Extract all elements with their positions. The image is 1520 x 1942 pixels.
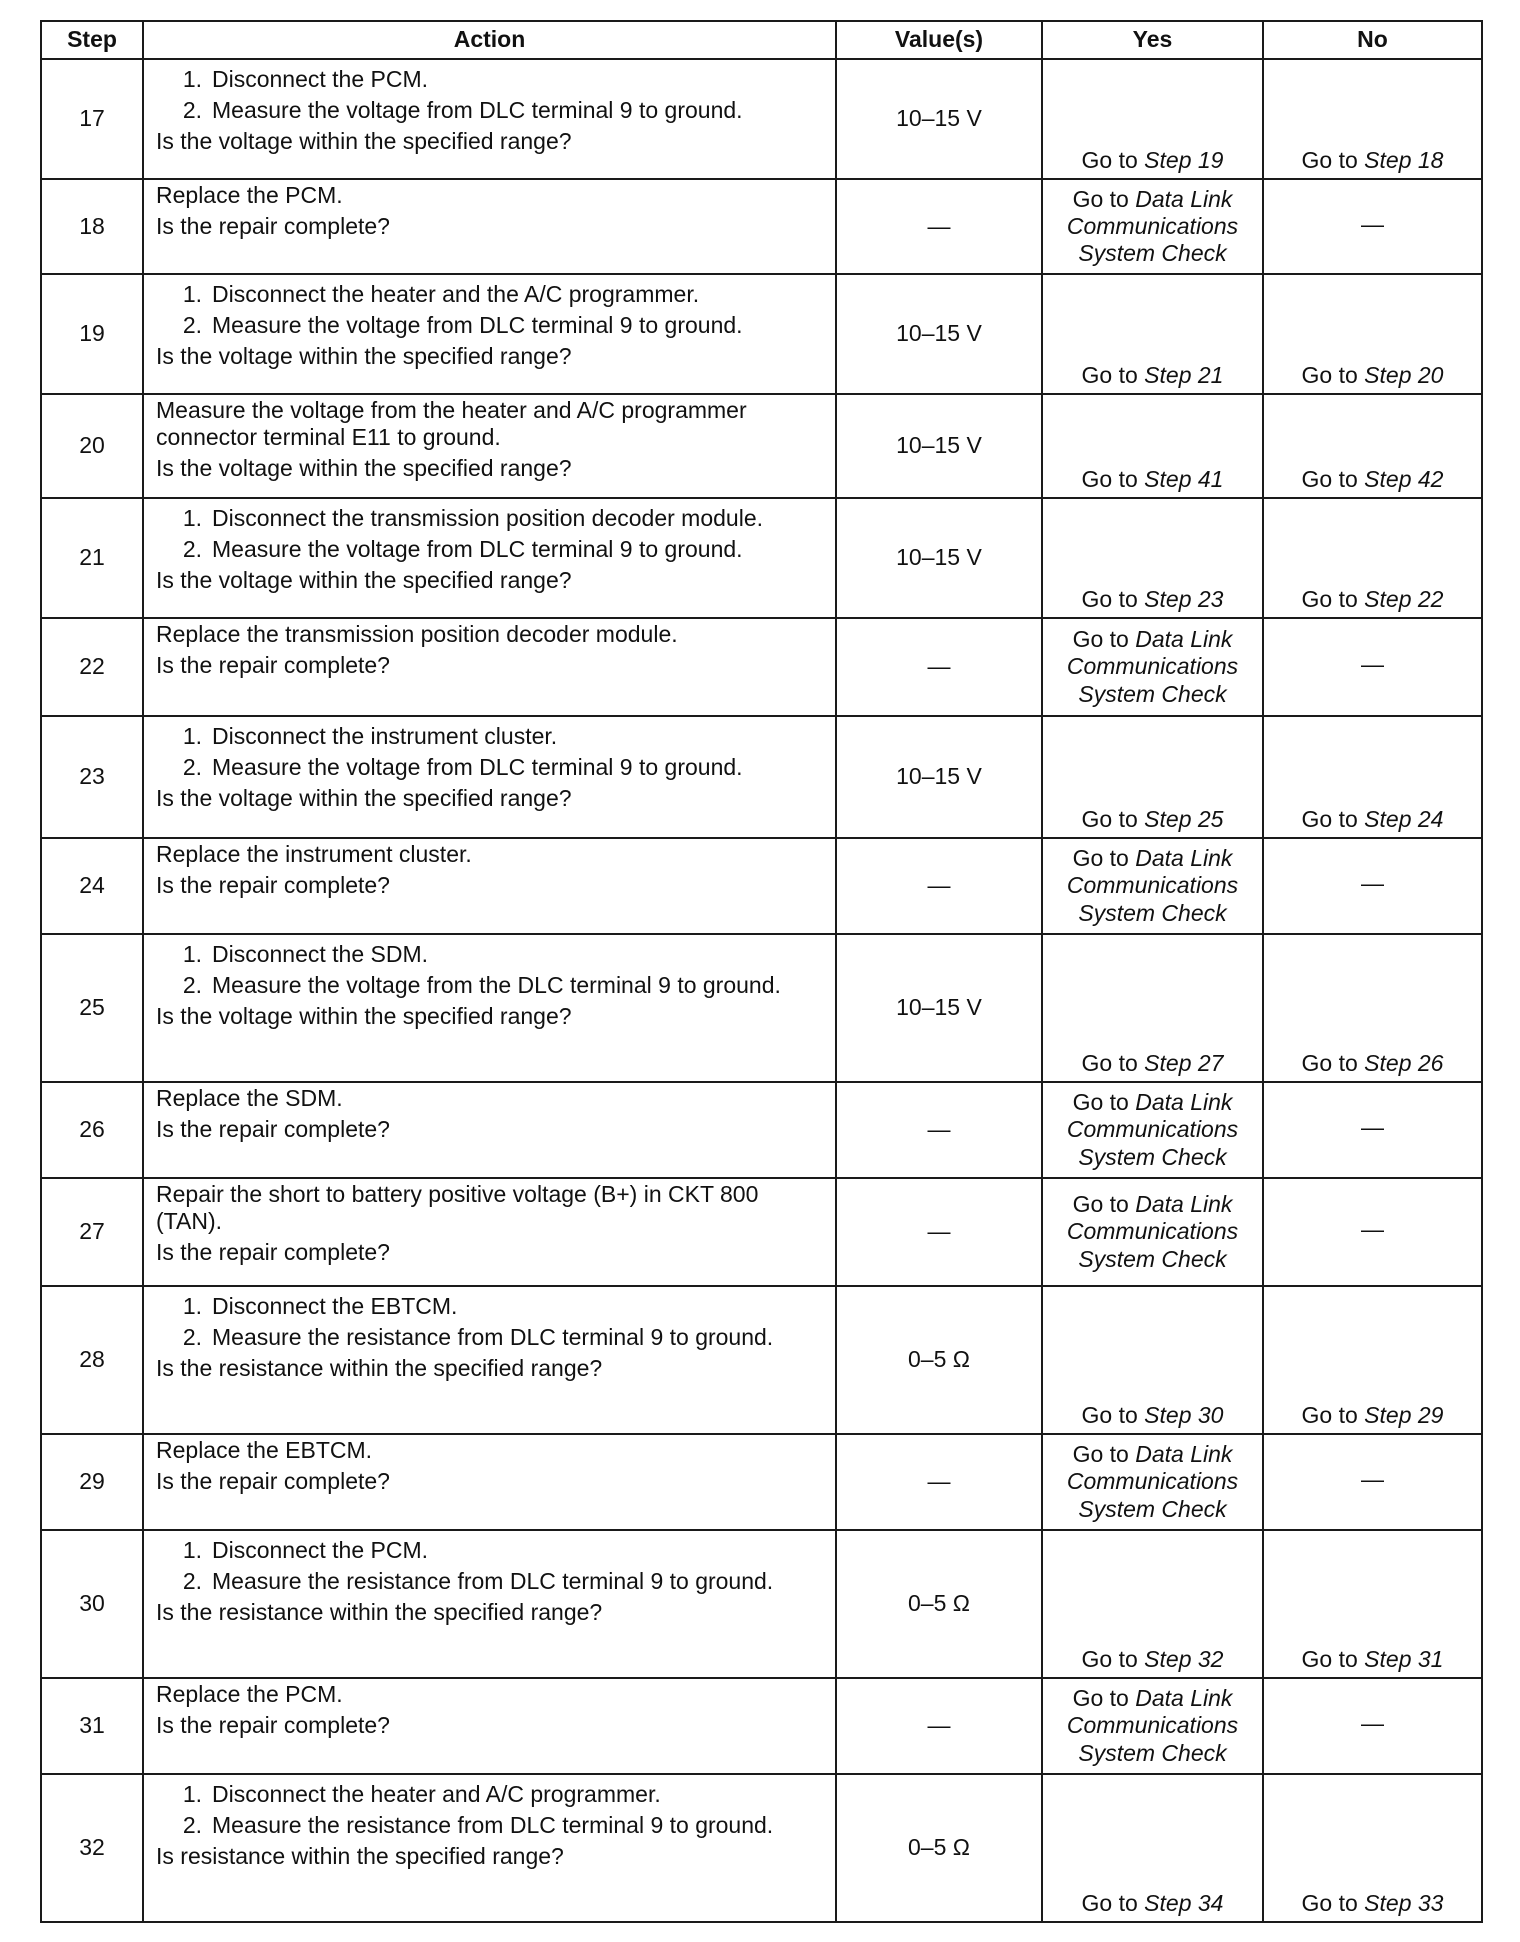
no-cell: — bbox=[1263, 1434, 1482, 1530]
yes-cell bbox=[1042, 1530, 1263, 1678]
substep-item bbox=[156, 972, 825, 999]
value-cell: — bbox=[836, 179, 1042, 274]
no-target-step: Step 33 bbox=[1364, 1889, 1444, 1916]
no-cell: — bbox=[1263, 618, 1482, 716]
dlc-link-italic: Data Link bbox=[1135, 1089, 1233, 1116]
substep-number: 2. bbox=[182, 754, 202, 781]
substep-list bbox=[156, 1537, 825, 1595]
value-cell: — bbox=[836, 1178, 1042, 1286]
goto-prefix: Go to bbox=[1301, 146, 1358, 173]
dlc-link-line1 bbox=[1047, 845, 1258, 872]
dlc-link-line3: System Check bbox=[1078, 1495, 1227, 1522]
goto-prefix: Go to bbox=[1072, 1685, 1129, 1712]
step-number: 28 bbox=[41, 1286, 143, 1434]
step-number: 17 bbox=[41, 59, 143, 179]
no-cell bbox=[1263, 274, 1482, 394]
no-cell bbox=[1263, 1530, 1482, 1678]
substep-item bbox=[156, 723, 825, 750]
action-question: Is resistance within the specified range? bbox=[156, 1843, 564, 1870]
action-cell bbox=[143, 716, 836, 838]
step-number: 22 bbox=[41, 618, 143, 716]
header-action: Action bbox=[143, 21, 836, 59]
dlc-link-line1 bbox=[1047, 1441, 1258, 1468]
step-number: 21 bbox=[41, 498, 143, 618]
goto-prefix: Go to bbox=[1301, 1889, 1358, 1916]
dlc-link-italic: Data Link bbox=[1135, 845, 1233, 872]
table-row bbox=[41, 498, 1482, 618]
dlc-link-line3: System Check bbox=[1078, 1739, 1227, 1766]
step-number: 25 bbox=[41, 934, 143, 1082]
value-cell: 10–15 V bbox=[836, 59, 1042, 179]
yes-cell bbox=[1042, 1434, 1263, 1530]
yes-target-step: Step 27 bbox=[1144, 1049, 1224, 1076]
substep-text: Measure the resistance from DLC terminal 9 to ground. bbox=[212, 1568, 774, 1595]
dlc-link-line3: System Check bbox=[1078, 240, 1227, 267]
table-row bbox=[41, 1774, 1482, 1922]
substep-number: 1. bbox=[182, 723, 202, 749]
no-target-step: Step 31 bbox=[1364, 1645, 1444, 1672]
yes-cell bbox=[1042, 716, 1263, 838]
table-row bbox=[41, 59, 1482, 179]
goto-prefix: Go to bbox=[1081, 1401, 1138, 1428]
substep-number: 2. bbox=[182, 536, 202, 563]
substep-item bbox=[156, 536, 825, 563]
header-value: Value(s) bbox=[836, 21, 1042, 59]
goto-prefix: Go to bbox=[1301, 585, 1358, 612]
dlc-link-line3: System Check bbox=[1078, 680, 1227, 707]
substep-text: Measure the voltage from DLC terminal 9 to ground. bbox=[212, 536, 743, 563]
no-target-step: Step 20 bbox=[1364, 361, 1444, 388]
dlc-link-line3: System Check bbox=[1078, 1245, 1227, 1272]
table-row bbox=[41, 274, 1482, 394]
action-cell bbox=[143, 1082, 836, 1178]
action-question: Is the repair complete? bbox=[156, 1239, 390, 1266]
value-cell: — bbox=[836, 618, 1042, 716]
yes-cell bbox=[1042, 618, 1263, 716]
value-cell: 0–5 Ω bbox=[836, 1774, 1042, 1922]
substep-number: 1. bbox=[182, 1537, 202, 1563]
action-text: Repair the short to battery positive voltage (B+) in CKT 800 (TAN). bbox=[156, 1181, 759, 1235]
substep-number: 1. bbox=[182, 1781, 202, 1807]
goto-prefix: Go to bbox=[1072, 1191, 1129, 1218]
substep-text: Measure the voltage from the DLC terminal 9 to ground. bbox=[212, 972, 781, 999]
value-cell: — bbox=[836, 1678, 1042, 1774]
yes-target-step: Step 30 bbox=[1144, 1401, 1224, 1428]
yes-target-step: Step 19 bbox=[1144, 146, 1224, 173]
action-text: Replace the SDM. bbox=[156, 1085, 343, 1111]
value-cell: 0–5 Ω bbox=[836, 1286, 1042, 1434]
no-cell: — bbox=[1263, 1678, 1482, 1774]
action-cell bbox=[143, 1286, 836, 1434]
goto-prefix: Go to bbox=[1301, 1401, 1358, 1428]
action-text: Replace the instrument cluster. bbox=[156, 841, 472, 867]
table-row bbox=[41, 179, 1482, 274]
action-cell bbox=[143, 1774, 836, 1922]
dlc-link-line2: Communications bbox=[1066, 212, 1239, 239]
substep-text: Disconnect the SDM. bbox=[212, 941, 429, 967]
action-cell bbox=[143, 274, 836, 394]
value-cell: 10–15 V bbox=[836, 394, 1042, 498]
table-row bbox=[41, 618, 1482, 716]
substep-number: 2. bbox=[182, 1324, 202, 1351]
substep-item bbox=[156, 941, 825, 968]
action-question: Is the repair complete? bbox=[156, 1712, 390, 1739]
substep-list bbox=[156, 505, 825, 563]
dlc-link-italic: Data Link bbox=[1135, 185, 1233, 212]
action-cell bbox=[143, 394, 836, 498]
header-no: No bbox=[1263, 21, 1482, 59]
step-number: 31 bbox=[41, 1678, 143, 1774]
action-text: Replace the transmission position decoder module. bbox=[156, 621, 678, 647]
action-text: Measure the voltage from the heater and A/C programmer connector terminal E11 to ground. bbox=[156, 397, 747, 451]
value-cell: — bbox=[836, 1082, 1042, 1178]
substep-text: Disconnect the PCM. bbox=[212, 66, 429, 92]
no-target-step: Step 18 bbox=[1364, 146, 1444, 173]
action-question: Is the repair complete? bbox=[156, 1116, 390, 1143]
no-cell: — bbox=[1263, 838, 1482, 934]
substep-number: 1. bbox=[182, 505, 202, 531]
no-cell bbox=[1263, 59, 1482, 179]
action-cell bbox=[143, 59, 836, 179]
action-question: Is the voltage within the specified range? bbox=[156, 128, 572, 155]
action-question: Is the resistance within the specified range? bbox=[156, 1355, 603, 1382]
goto-prefix: Go to bbox=[1081, 805, 1138, 832]
diagnostic-table bbox=[40, 20, 1483, 1923]
goto-prefix: Go to bbox=[1072, 1441, 1129, 1468]
action-cell bbox=[143, 1530, 836, 1678]
value-cell: — bbox=[836, 1434, 1042, 1530]
dlc-link-italic: Data Link bbox=[1135, 1191, 1233, 1218]
yes-cell bbox=[1042, 1286, 1263, 1434]
step-number: 30 bbox=[41, 1530, 143, 1678]
dlc-link-line1 bbox=[1047, 186, 1258, 213]
goto-prefix: Go to bbox=[1072, 626, 1129, 653]
substep-text: Measure the voltage from DLC terminal 9 to ground. bbox=[212, 754, 743, 781]
yes-target-step: Step 34 bbox=[1144, 1889, 1224, 1916]
substep-number: 1. bbox=[182, 941, 202, 967]
substep-item bbox=[156, 1781, 825, 1808]
substep-item bbox=[156, 312, 825, 339]
goto-prefix: Go to bbox=[1081, 465, 1138, 492]
action-question: Is the repair complete? bbox=[156, 1468, 390, 1495]
yes-cell bbox=[1042, 498, 1263, 618]
dlc-link-line1 bbox=[1047, 626, 1258, 653]
substep-text: Disconnect the EBTCM. bbox=[212, 1293, 458, 1319]
substep-number: 2. bbox=[182, 972, 202, 999]
substep-text: Disconnect the heater and A/C programmer. bbox=[212, 1781, 661, 1807]
dlc-link-line2: Communications bbox=[1066, 1712, 1239, 1739]
action-cell bbox=[143, 179, 836, 274]
substep-text: Measure the voltage from DLC terminal 9 to ground. bbox=[212, 312, 743, 339]
table-row bbox=[41, 716, 1482, 838]
yes-cell bbox=[1042, 274, 1263, 394]
dlc-link-line1 bbox=[1047, 1089, 1258, 1116]
yes-target-step: Step 41 bbox=[1144, 465, 1224, 492]
substep-item bbox=[156, 281, 825, 308]
no-cell bbox=[1263, 1774, 1482, 1922]
goto-prefix: Go to bbox=[1081, 1049, 1138, 1076]
substep-item bbox=[156, 505, 825, 532]
no-cell: — bbox=[1263, 179, 1482, 274]
step-number: 20 bbox=[41, 394, 143, 498]
no-target-step: Step 24 bbox=[1364, 805, 1444, 832]
goto-prefix: Go to bbox=[1081, 1645, 1138, 1672]
table-row bbox=[41, 1530, 1482, 1678]
substep-number: 1. bbox=[182, 1293, 202, 1319]
step-number: 24 bbox=[41, 838, 143, 934]
no-target-step: Step 29 bbox=[1364, 1401, 1444, 1428]
value-cell: 10–15 V bbox=[836, 716, 1042, 838]
substep-item bbox=[156, 1812, 825, 1839]
step-number: 29 bbox=[41, 1434, 143, 1530]
substep-text: Disconnect the heater and the A/C programmer. bbox=[212, 281, 700, 307]
value-cell: 10–15 V bbox=[836, 274, 1042, 394]
value-cell: 10–15 V bbox=[836, 498, 1042, 618]
action-cell bbox=[143, 838, 836, 934]
step-number: 27 bbox=[41, 1178, 143, 1286]
no-target-step: Step 26 bbox=[1364, 1049, 1444, 1076]
goto-prefix: Go to bbox=[1081, 146, 1138, 173]
yes-cell bbox=[1042, 59, 1263, 179]
goto-prefix: Go to bbox=[1081, 361, 1138, 388]
dlc-link-line3: System Check bbox=[1078, 899, 1227, 926]
dlc-link-line2: Communications bbox=[1066, 1116, 1239, 1143]
value-cell: 10–15 V bbox=[836, 934, 1042, 1082]
substep-list bbox=[156, 281, 825, 339]
action-question: Is the resistance within the specified range? bbox=[156, 1599, 603, 1626]
substep-text: Disconnect the PCM. bbox=[212, 1537, 429, 1563]
substep-list bbox=[156, 1781, 825, 1839]
goto-prefix: Go to bbox=[1072, 1089, 1129, 1116]
action-cell bbox=[143, 934, 836, 1082]
substep-list bbox=[156, 723, 825, 781]
action-question: Is the repair complete? bbox=[156, 652, 390, 679]
substep-item bbox=[156, 1293, 825, 1320]
yes-cell bbox=[1042, 1774, 1263, 1922]
yes-target-step: Step 32 bbox=[1144, 1645, 1224, 1672]
step-number: 23 bbox=[41, 716, 143, 838]
substep-item bbox=[156, 1568, 825, 1595]
action-cell bbox=[143, 618, 836, 716]
no-cell bbox=[1263, 716, 1482, 838]
dlc-link-line1 bbox=[1047, 1191, 1258, 1218]
step-number: 26 bbox=[41, 1082, 143, 1178]
no-cell bbox=[1263, 394, 1482, 498]
yes-target-step: Step 23 bbox=[1144, 585, 1224, 612]
goto-prefix: Go to bbox=[1301, 1645, 1358, 1672]
dlc-link-italic: Data Link bbox=[1135, 1441, 1233, 1468]
action-question: Is the voltage within the specified range? bbox=[156, 567, 572, 594]
substep-item bbox=[156, 1324, 825, 1351]
table-row bbox=[41, 1082, 1482, 1178]
substep-number: 2. bbox=[182, 1568, 202, 1595]
substep-list bbox=[156, 941, 825, 999]
substep-number: 2. bbox=[182, 312, 202, 339]
table-body bbox=[41, 59, 1482, 1922]
yes-target-step: Step 25 bbox=[1144, 805, 1224, 832]
goto-prefix: Go to bbox=[1301, 805, 1358, 832]
header-row bbox=[41, 21, 1482, 59]
action-cell bbox=[143, 1678, 836, 1774]
no-target-step: Step 42 bbox=[1364, 465, 1444, 492]
yes-cell bbox=[1042, 838, 1263, 934]
dlc-link-italic: Data Link bbox=[1135, 1685, 1233, 1712]
dlc-link-line2: Communications bbox=[1066, 653, 1239, 680]
action-question: Is the repair complete? bbox=[156, 213, 390, 240]
substep-item bbox=[156, 1537, 825, 1564]
action-text: Replace the PCM. bbox=[156, 1681, 343, 1707]
dlc-link-line3: System Check bbox=[1078, 1143, 1227, 1170]
header-yes: Yes bbox=[1042, 21, 1263, 59]
substep-item bbox=[156, 754, 825, 781]
substep-list bbox=[156, 1293, 825, 1351]
action-question: Is the voltage within the specified range? bbox=[156, 455, 572, 482]
step-number: 19 bbox=[41, 274, 143, 394]
no-cell bbox=[1263, 934, 1482, 1082]
yes-cell bbox=[1042, 1082, 1263, 1178]
substep-item bbox=[156, 97, 825, 124]
substep-text: Measure the resistance from DLC terminal 9 to ground. bbox=[212, 1324, 774, 1351]
table-row bbox=[41, 934, 1482, 1082]
yes-cell bbox=[1042, 1178, 1263, 1286]
no-cell bbox=[1263, 498, 1482, 618]
value-cell: 0–5 Ω bbox=[836, 1530, 1042, 1678]
table-row bbox=[41, 1178, 1482, 1286]
goto-prefix: Go to bbox=[1301, 361, 1358, 388]
yes-cell bbox=[1042, 1678, 1263, 1774]
table-row bbox=[41, 1678, 1482, 1774]
substep-text: Disconnect the transmission position decoder module. bbox=[212, 505, 764, 531]
table-row bbox=[41, 394, 1482, 498]
step-number: 32 bbox=[41, 1774, 143, 1922]
table-row bbox=[41, 838, 1482, 934]
substep-number: 2. bbox=[182, 1812, 202, 1839]
goto-prefix: Go to bbox=[1072, 845, 1129, 872]
yes-cell bbox=[1042, 394, 1263, 498]
no-cell: — bbox=[1263, 1178, 1482, 1286]
action-question: Is the voltage within the specified range? bbox=[156, 785, 572, 812]
substep-item bbox=[156, 66, 825, 93]
action-question: Is the voltage within the specified range? bbox=[156, 343, 572, 370]
header-step: Step bbox=[41, 21, 143, 59]
dlc-link-line2: Communications bbox=[1066, 1218, 1239, 1245]
goto-prefix: Go to bbox=[1301, 1049, 1358, 1076]
goto-prefix: Go to bbox=[1301, 465, 1358, 492]
substep-list bbox=[156, 66, 825, 124]
goto-prefix: Go to bbox=[1081, 585, 1138, 612]
step-number: 18 bbox=[41, 179, 143, 274]
action-text: Replace the EBTCM. bbox=[156, 1437, 373, 1463]
no-cell: — bbox=[1263, 1082, 1482, 1178]
yes-cell bbox=[1042, 934, 1263, 1082]
dlc-link-line2: Communications bbox=[1066, 872, 1239, 899]
substep-number: 2. bbox=[182, 97, 202, 124]
dlc-link-italic: Data Link bbox=[1135, 626, 1233, 653]
substep-text: Disconnect the instrument cluster. bbox=[212, 723, 558, 749]
value-cell: — bbox=[836, 838, 1042, 934]
yes-cell bbox=[1042, 179, 1263, 274]
no-cell bbox=[1263, 1286, 1482, 1434]
substep-number: 1. bbox=[182, 66, 202, 92]
yes-target-step: Step 21 bbox=[1144, 361, 1224, 388]
table-row bbox=[41, 1434, 1482, 1530]
goto-prefix: Go to bbox=[1081, 1889, 1138, 1916]
dlc-link-line1 bbox=[1047, 1685, 1258, 1712]
action-cell bbox=[143, 498, 836, 618]
substep-text: Measure the resistance from DLC terminal 9 to ground. bbox=[212, 1812, 774, 1839]
dlc-link-line2: Communications bbox=[1066, 1468, 1239, 1495]
no-target-step: Step 22 bbox=[1364, 585, 1444, 612]
goto-prefix: Go to bbox=[1072, 185, 1129, 212]
action-text: Replace the PCM. bbox=[156, 182, 343, 208]
action-question: Is the repair complete? bbox=[156, 872, 390, 899]
action-cell bbox=[143, 1434, 836, 1530]
table-row bbox=[41, 1286, 1482, 1434]
action-question: Is the voltage within the specified range? bbox=[156, 1003, 572, 1030]
action-cell bbox=[143, 1178, 836, 1286]
substep-text: Measure the voltage from DLC terminal 9 to ground. bbox=[212, 97, 743, 124]
substep-number: 1. bbox=[182, 281, 202, 307]
